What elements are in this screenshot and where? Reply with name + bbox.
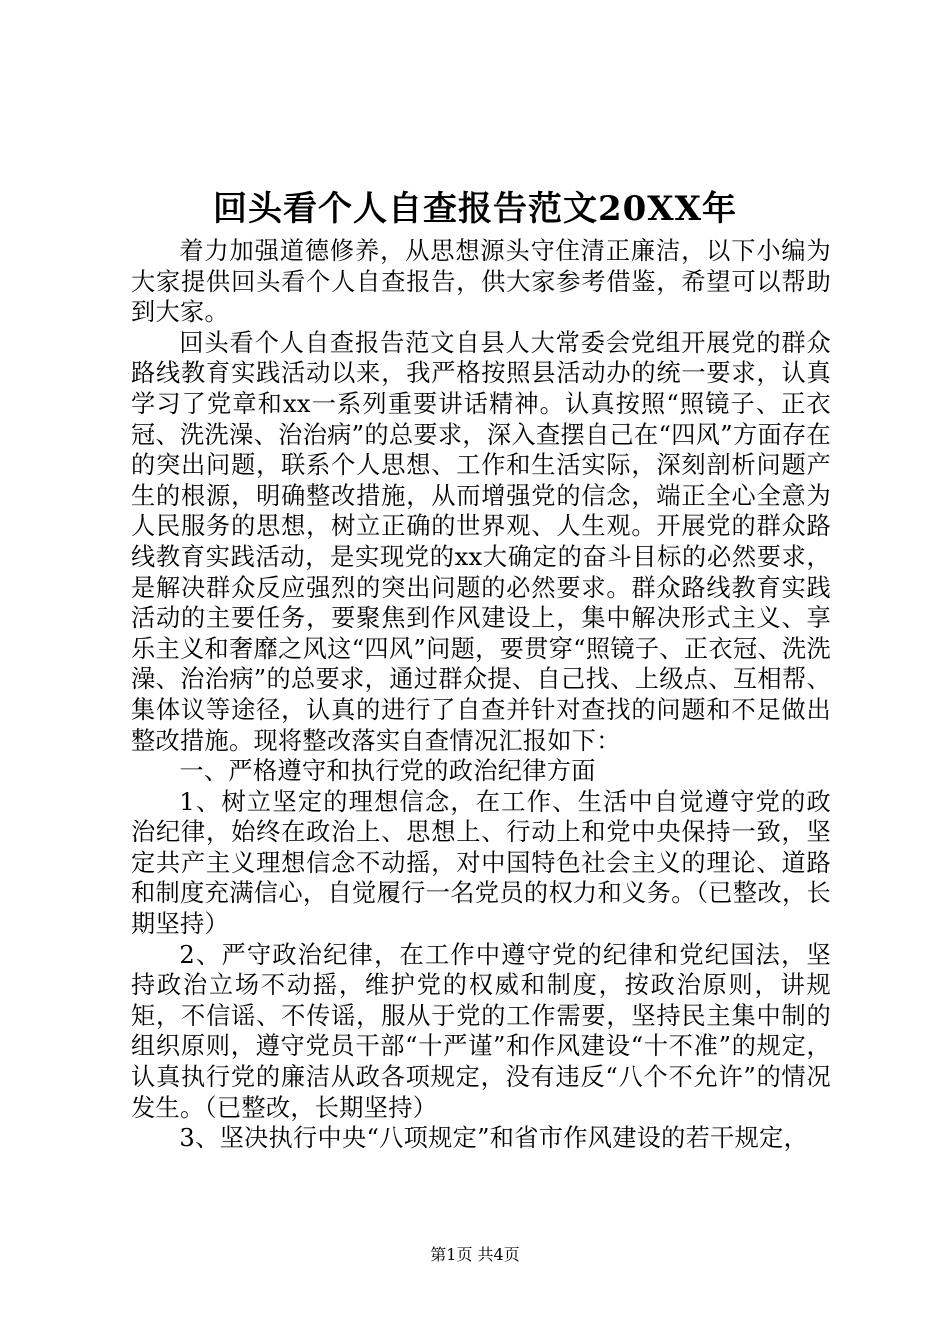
- paragraph-item-3: 3、坚决执行中央“八项规定”和省市作风建设的若干规定，: [179, 1124, 809, 1153]
- document-title: 回头看个人自查报告范文20XX年: [212, 189, 738, 229]
- document-body: [131, 236, 831, 1154]
- paragraph-intro: 着力加强道德修养，从思想源头守住清正廉洁，以下小编为大家提供回头看个人自查报告，供大家参考借鉴，希望可以帮助到大家。: [131, 237, 831, 327]
- paragraph-main: 回头看个人自查报告范文自县人大常委会党组开展党的群众路线教育实践活动以来，我严格按照县活动办的统一要求，认真学习了党章和xx一系列重要讲话精神。认真按照“照镜子、正衣冠、洗洗澡、治治病”的总要求，深入查摆自己在“四风”方面存在的突出问题，联系个人思想、工作和生活实际，深刻剖析问题产生的根源，明确整改措施，从而增强党的信念，端正全心全意为人民服务的思想，树立正确的世界观、人生观。开展党的群众路线教育实践活动，是实现党的xx大确定的奋斗目标的必然要求，是解决群众反应强烈的突出问题的必然要求。群众路线教育实践活动的主要任务，要聚焦到作风建设上，集中解决形式主义、享乐主义和奢靡之风这“四风”问题，要贯穿“照镜子、正衣冠、洗洗澡、治治病”的总要求，通过群众提、自己找、上级点、互相帮、集体议等途径，认真的进行了自查并针对查找的问题和不足做出整改措施。现将整改落实自查情况汇报如下：: [131, 328, 831, 755]
- paragraph-item-1: 1、树立坚定的理想信念，在工作、生活中自觉遵守党的政治纪律，始终在政治上、思想上、行动上和党中央保持一致，坚定共产主义理想信念不动摇，对中国特色社会主义的理论、道路和制度充满信心，自觉履行一名党员的权力和义务。（已整改，长期坚持）: [131, 787, 831, 939]
- page-footer: 第1页 共4页: [430, 1245, 520, 1264]
- section-heading-1: 一、严格遵守和执行党的政治纪律方面: [179, 757, 596, 786]
- paragraph-item-2: 2、严守政治纪律，在工作中遵守党的纪律和党纪国法，坚持政治立场不动摇，维护党的权威和制度，按政治原则，讲规矩，不信谣、不传谣，服从于党的工作需要，坚持民主集中制的组织原则，遵守党员干部“十严谨”和作风建设“十不准”的规定，认真执行党的廉洁从政各项规定，没有违反“八个不允许”的情况发生。（已整改，长期坚持）: [131, 940, 831, 1122]
